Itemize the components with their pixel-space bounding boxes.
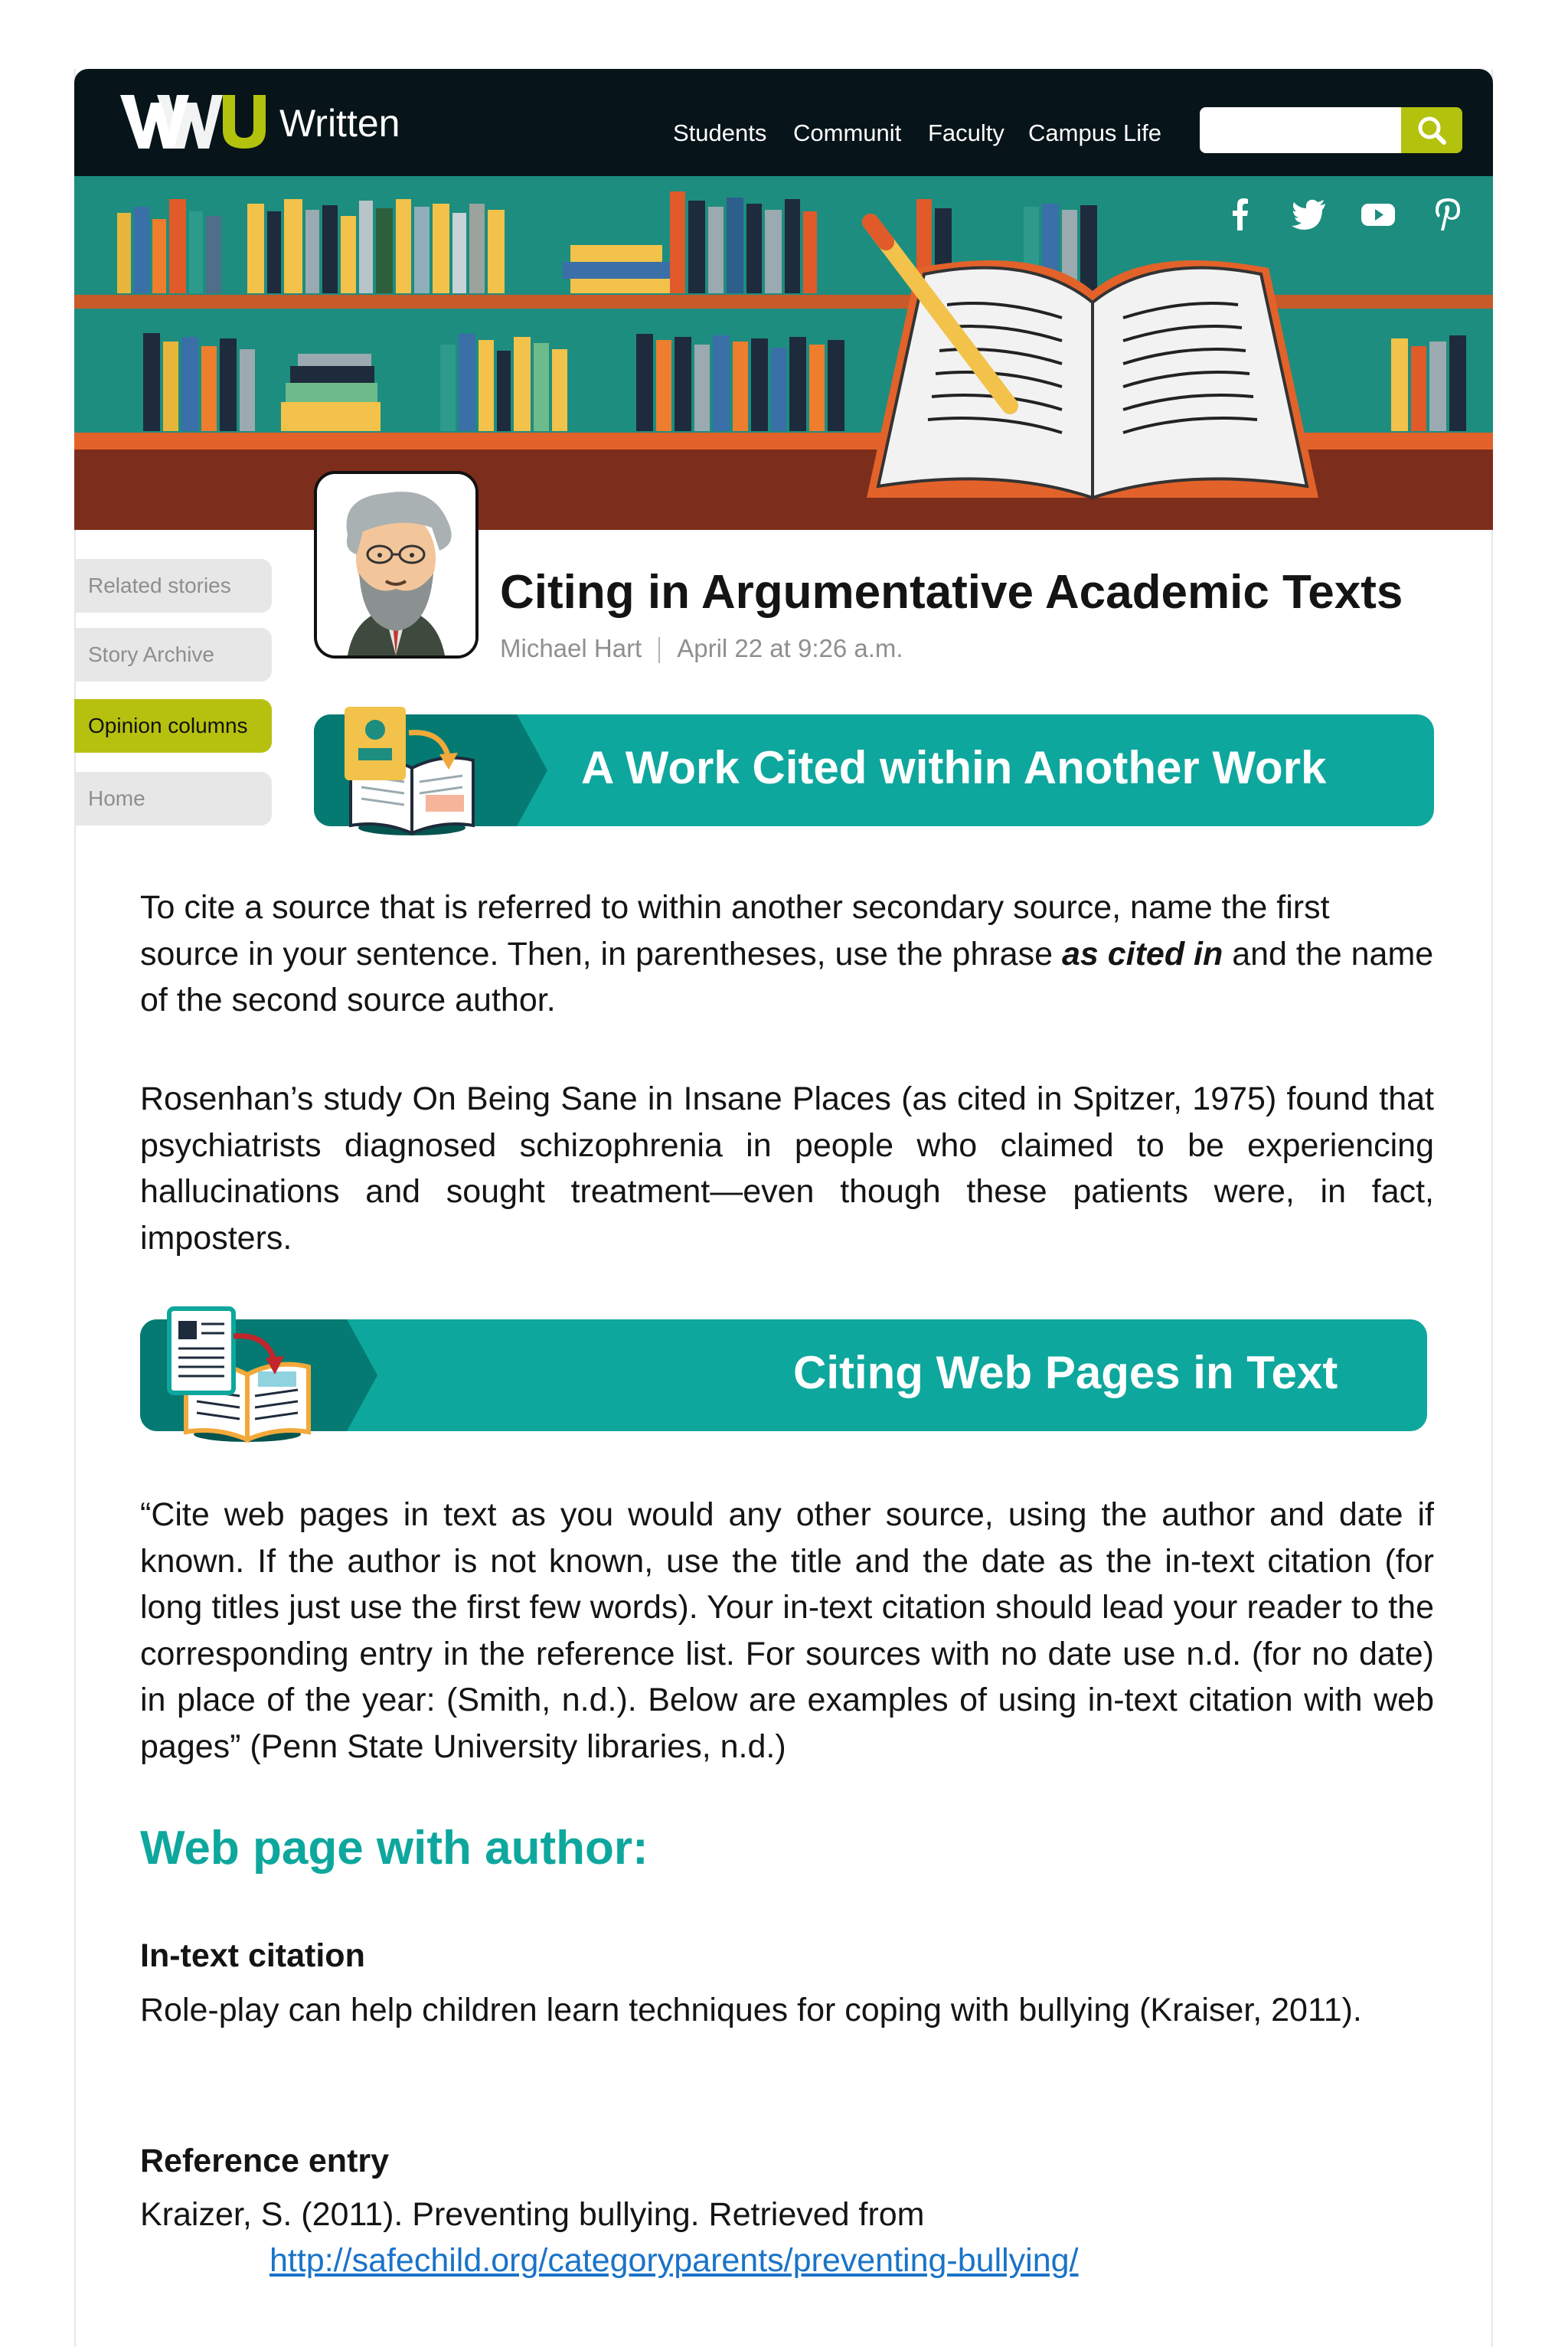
sidebar-item-home[interactable]: Home [74, 772, 272, 825]
sidebar-item-story-archive[interactable]: Story Archive [74, 628, 272, 682]
author-name[interactable]: Michael Hart [500, 634, 642, 662]
paragraph-intro: To cite a source that is referred to within another secondary source, name the first source in your sentence. Then, in parentheses, use the phrase as cited in and the name of the second source author. [140, 889, 1434, 1018]
search-icon [1401, 107, 1462, 153]
section-title-web-pages: Citing Web Pages in Text [793, 1347, 1338, 1398]
label-reference-entry: Reference entry [140, 2143, 390, 2179]
nav-students[interactable]: Students [673, 119, 767, 146]
nav-faculty[interactable]: Faculty [928, 119, 1004, 146]
nav-community[interactable]: Communit [793, 119, 902, 146]
sidebar-item-opinion-columns[interactable]: Opinion columns [74, 699, 272, 753]
web-page-citation-icon [163, 1306, 316, 1447]
section-header-cited-within [314, 714, 1434, 826]
emphasis-as-cited-in: as cited in [1061, 935, 1223, 972]
reference-url-link[interactable]: http://safechild.org/categoryparents/preventing-bullying/ [270, 2242, 1079, 2279]
byline [500, 634, 903, 663]
wwu-logo[interactable] [120, 95, 266, 149]
nav-campus-life[interactable]: Campus Life [1028, 119, 1162, 146]
paragraph-web-pages-quote: “Cite web pages in text as you would any other source, using the author and date if known. If the author is not known, use the title and the date as the in-text citation (for long titles just use the first few words). Your in-text citation should lead your reader to the corresponding entry in the reference list. For sources with no date use n.d. (for no date) in place of the year: (Smith, n.d.). Below are examples of using in-text citation with web pages” (Penn State University libraries, n.d.) [140, 1496, 1434, 1765]
article-title: Citing in Argumentative Academic Texts [500, 566, 1403, 619]
facebook-icon[interactable] [1221, 195, 1259, 234]
section-arrow [347, 1319, 377, 1431]
label-in-text-citation: In-text citation [140, 1937, 365, 1974]
reference-entry-text: Kraizer, S. (2011). Preventing bullying. Retrieved from [140, 2196, 925, 2233]
search-input[interactable] [1200, 107, 1406, 153]
in-text-citation-example: Role-play can help children learn techniques for coping with bullying (Kraiser, 2011). [140, 1992, 1362, 2028]
hero-banner-illustration [74, 176, 1493, 530]
heading-web-page-with-author: Web page with author: [140, 1822, 648, 1875]
book-citation-icon [335, 699, 481, 841]
paragraph-example: Rosenhan’s study On Being Sane in Insane Places (as cited in Spitzer, 1975) found that psychiatrists diagnosed schizophrenia in people who claimed to be experiencing hallucinations and sought treatment—even though these patients were, in fact, imposters. [140, 1080, 1434, 1257]
site-name[interactable]: Written [279, 102, 400, 145]
byline-divider [658, 637, 660, 663]
site-header [74, 69, 1493, 176]
sidebar-item-related-stories[interactable]: Related stories [74, 559, 272, 613]
author-avatar [314, 471, 479, 659]
section-title-cited-within: A Work Cited within Another Work [581, 742, 1327, 793]
search-button[interactable] [1401, 107, 1462, 153]
pinterest-icon[interactable] [1429, 195, 1468, 234]
youtube-icon[interactable] [1359, 195, 1397, 234]
twitter-icon[interactable] [1290, 195, 1328, 234]
publish-date: April 22 at 9:26 a.m. [677, 634, 903, 662]
section-header-web-pages [140, 1319, 1427, 1431]
section-arrow [517, 714, 547, 826]
